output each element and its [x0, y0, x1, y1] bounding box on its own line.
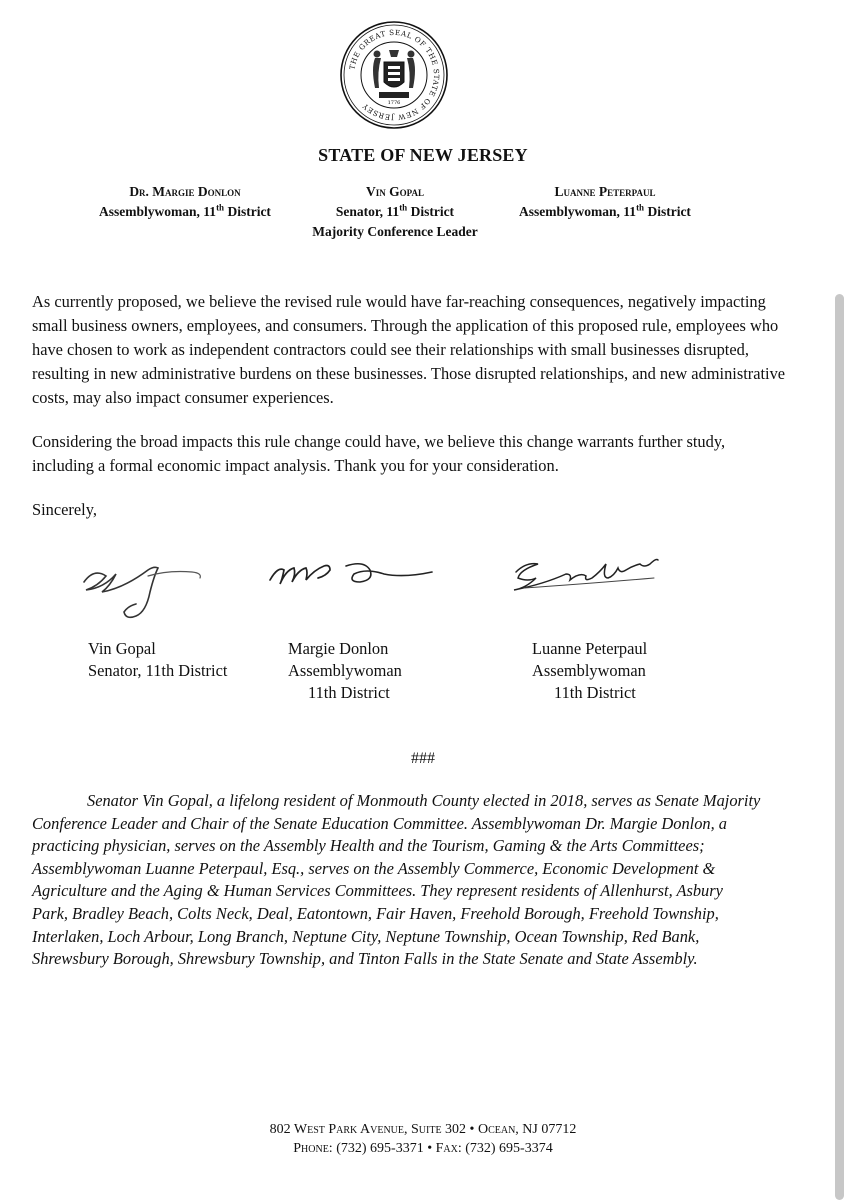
letterhead-footer — [0, 1120, 846, 1158]
legislator-peterpaul-header — [490, 182, 720, 222]
legislator-bio: Senator Vin Gopal, a lifelong resident of Monmouth County elected in 2018, serves as Senate Majority Conference Leader and Chair of the Senate Education Committee. Assemblywoman Dr. Margie Donlon, a practicing physician, serves on the Assembly Health and the Tourism, Gaming & the Arts Committees; Assemblywoman Luanne Peterpaul, Esq., serves on the Assembly Commerce, Economic Development & Agriculture and the Aging & Human Services Committees. They represent residents of Allenhurst, Asbury Park, Bradley Beach, Colts Neck, Deal, Eatontown, Fair Haven, Freehold Borough, Freehold Township, Interlaken, Loch Arbour, Long Branch, Neptune City, Neptune Township, Ocean Township, Red Bank, Shrewsbury Borough, Shrewsbury Township, and Tinton Falls in the State Senate and State Assembly. — [32, 791, 761, 969]
signer-name: Margie Donlon — [288, 639, 389, 658]
section-separator: ### — [411, 750, 435, 767]
signer-name: Vin Gopal — [88, 639, 156, 658]
signer-title: Assemblywoman — [532, 661, 646, 680]
signer-title: Assemblywoman — [288, 661, 402, 680]
signature-block-gopal — [88, 638, 227, 682]
legislator-role: Assemblywoman, 11th District — [519, 202, 691, 219]
letterhead-title: STATE OF NEW JERSEY — [318, 145, 528, 165]
legislator-role: Assemblywoman, 11th District — [99, 202, 271, 219]
signature-block-donlon — [288, 638, 402, 704]
signature-peterpaul — [510, 552, 675, 600]
legislator-donlon-header — [70, 182, 300, 222]
new-jersey-seal — [339, 20, 449, 130]
legislator-name: Vin Gopal — [366, 184, 424, 199]
signer-title: Senator, 11th District — [88, 661, 228, 680]
letter-closing: Sincerely, — [32, 500, 97, 519]
signer-district: 11th District — [554, 683, 636, 702]
letter-paragraph-2: Considering the broad impacts this rule change could have, we believe this change warrants further study, including a formal economic impact analysis. Thank you for your consideration. — [32, 432, 726, 475]
signature-block-peterpaul — [532, 638, 647, 704]
footer-address: 802 West Park Avenue, Suite 302 • Ocean, NJ 07712 — [269, 1122, 577, 1137]
signature-gopal — [78, 548, 218, 628]
legislator-gopal-header — [280, 182, 510, 242]
footer-contact: Phone: (732) 695-3371 • Fax: (732) 695-3374 — [293, 1141, 553, 1156]
signer-district: 11th District — [308, 683, 390, 702]
signer-name: Luanne Peterpaul — [532, 639, 648, 658]
legislator-extra-title: Majority Conference Leader — [312, 224, 478, 239]
letter-paragraph-1: As currently proposed, we believe the revised rule would have far-reaching consequences, negatively impacting small business owners, employees, and consumers. Through the application of this proposed rule, employees who have chosen to work as independent contractors could see their relationships with small businesses disrupted, resulting in new administrative burdens on these businesses. Those disrupted relationships, and new administrative costs, may also impact consumer experiences. — [32, 292, 786, 407]
legislator-role: Senator, 11th District — [335, 202, 455, 219]
svg-text:1776: 1776 — [387, 100, 401, 106]
signature-donlon — [266, 550, 446, 600]
legislator-name: Luanne Peterpaul — [554, 184, 656, 199]
svg-text:THE GREAT SEAL OF THE STATE OF: THE GREAT SEAL OF THE STATE OF NEW JERSEY — [347, 27, 442, 123]
vertical-scrollbar[interactable] — [835, 294, 844, 1200]
legislator-name: Dr. Margie Donlon — [129, 184, 241, 199]
